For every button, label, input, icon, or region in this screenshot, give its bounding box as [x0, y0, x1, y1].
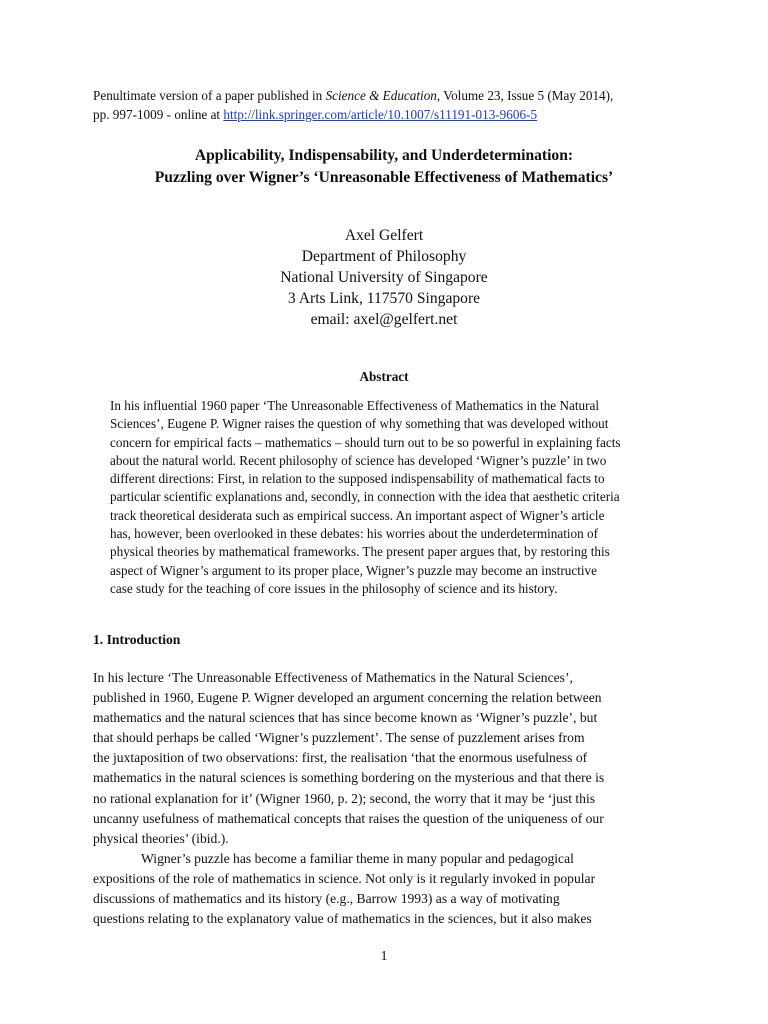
page-number: 1 [380, 948, 388, 963]
title-line-2: Puzzling over Wigner’s ‘Unreasonable Effectiveness of Mathematics’ [154, 169, 614, 186]
paragraph-line: physical theories’ (ibid.). [93, 830, 229, 846]
publication-note [93, 86, 693, 124]
author-address: 3 Arts Link, 117570 Singapore [287, 290, 481, 307]
paragraph-line: Wigner’s puzzle has become a familiar theme in many popular and pedagogical [141, 850, 574, 866]
author-department: Department of Philosophy [301, 248, 467, 265]
paragraph-line: discussions of mathematics and its history (e.g., Barrow 1993) as a way of motivating [93, 891, 560, 907]
title-line-1: Applicability, Indispensability, and Underdetermination: [194, 147, 574, 164]
publication-note-line-1: Penultimate version of a paper published in Science & Education, Volume 23, Issue 5 (May 2014), [93, 88, 614, 103]
abstract-line: concern for empirical facts – mathematics – should turn out to be so powerful in explaining facts [110, 434, 621, 450]
paragraph-line: the juxtaposition of two observations: first, the realisation ‘that the enormous usefulness of [93, 750, 588, 766]
abstract-line: different directions: First, in relation to the supposed indispensability of mathematical facts to [110, 471, 605, 487]
paragraph-line: mathematics in the natural sciences is something bordering on the mysterious and that there is [93, 770, 605, 786]
article-link[interactable]: http://link.springer.com/article/10.1007/s11191-013-9606-5 [223, 107, 538, 122]
abstract-line: has, however, been overlooked in these debates: his worries about the underdetermination of [110, 526, 598, 542]
author-name: Axel Gelfert [344, 227, 424, 244]
abstract-line: physical theories by mathematical frameworks. The present paper argues that, by restoring this [110, 544, 610, 560]
abstract-line: In his influential 1960 paper ‘The Unreasonable Effectiveness of Mathematics in the Natural [110, 398, 599, 413]
paragraph-line: no rational explanation for it’ (Wigner 1960, p. 2); second, the worry that it may be ‘just this [93, 790, 596, 806]
abstract-line: aspect of Wigner’s argument to its proper place, Wigner’s puzzle may become an instructive [110, 562, 597, 578]
abstract-line: about the natural world. Recent philosophy of science has developed ‘Wigner’s puzzle’ in two [110, 452, 607, 468]
journal-name: Science & Education [325, 88, 437, 103]
introduction-text [93, 668, 693, 929]
abstract-line: case study for the teaching of core issues in the philosophy of science and its history. [110, 580, 558, 596]
author-block [0, 225, 768, 330]
abstract-line: Sciences’, Eugene P. Wigner raises the question of why something that was developed without [110, 416, 609, 432]
abstract-body [110, 397, 670, 598]
paper-title [0, 145, 768, 189]
author-university: National University of Singapore [280, 269, 488, 286]
paragraph-line: mathematics and the natural sciences that has since become known as ‘Wigner’s puzzle’, but [93, 710, 598, 726]
paragraph-line: published in 1960, Eugene P. Wigner developed an argument concerning the relation between [93, 690, 602, 706]
publication-note-line-2: pp. 997-1009 - online at http://link.springer.com/article/10.1007/s11191-013-9606-5 [93, 107, 538, 122]
author-email: email: axel@gelfert.net [310, 311, 458, 328]
paragraph-line: In his lecture ‘The Unreasonable Effectiveness of Mathematics in the Natural Sciences’, [93, 670, 573, 685]
paragraph-line: questions relating to the explanatory value of mathematics in the sciences, but it also makes [93, 911, 592, 927]
abstract-line: particular scientific explanations and, secondly, in connection with the idea that aesthetic criteria [110, 489, 620, 505]
section-heading-introduction: 1. Introduction [93, 632, 181, 647]
abstract-line: track theoretical desiderata such as empirical success. An important aspect of Wigner’s article [110, 507, 605, 523]
paragraph-line: expositions of the role of mathematics in science. Not only is it regularly invoked in popular [93, 870, 596, 886]
paragraph-line: uncanny usefulness of mathematical concepts that raises the question of the uniqueness of our [93, 810, 604, 826]
paragraph-line: that should perhaps be called ‘Wigner’s puzzlement’. The sense of puzzlement arises from [93, 730, 585, 746]
abstract-heading: Abstract [359, 369, 409, 384]
